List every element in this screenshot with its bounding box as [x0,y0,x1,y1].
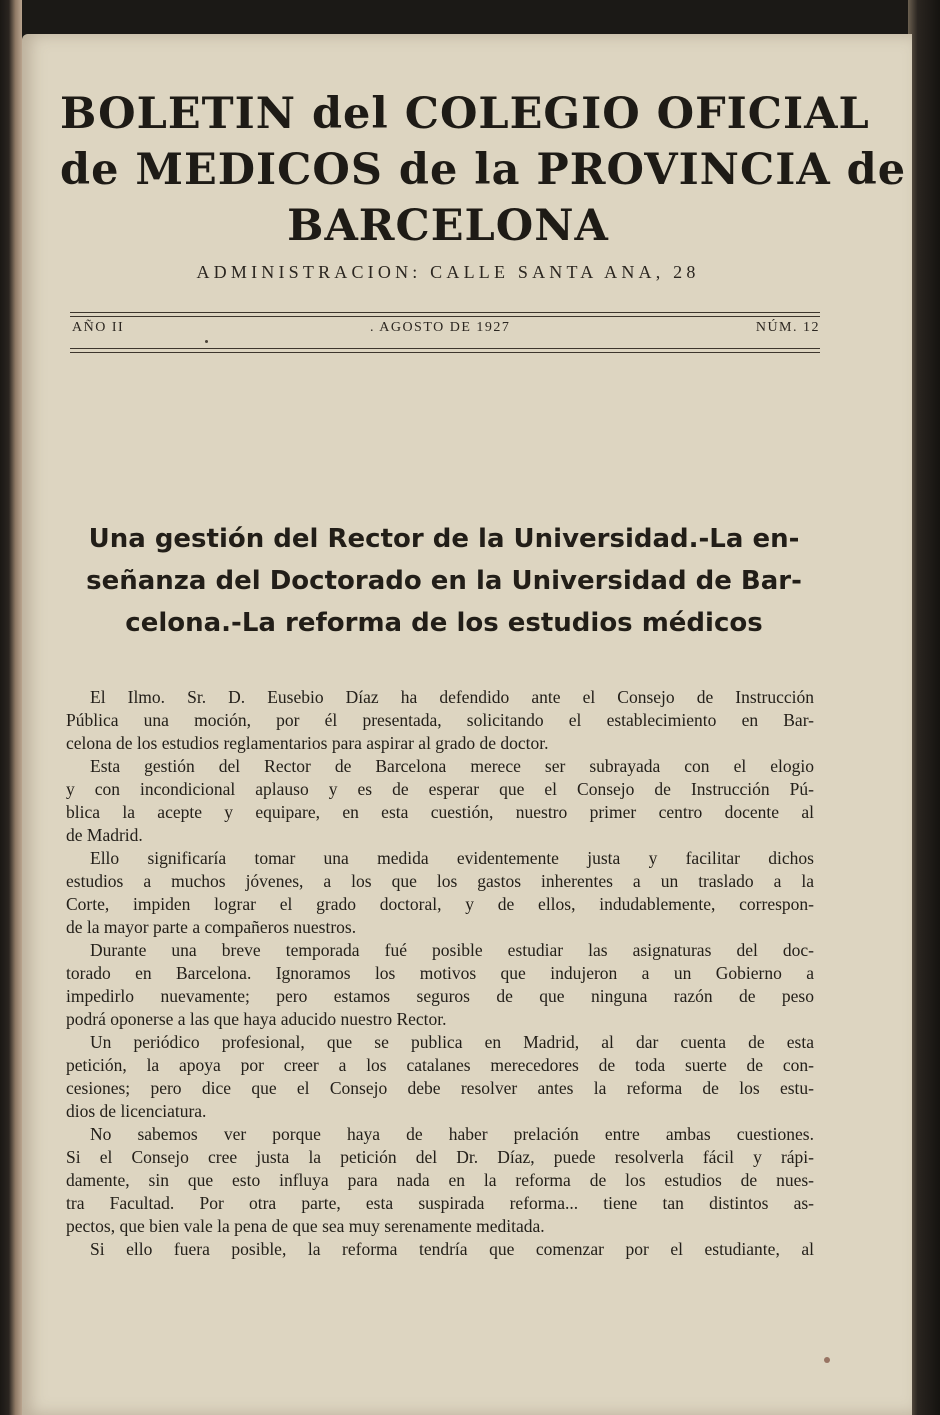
title-line: celona.-La reforma de los estudios médicos [125,608,763,638]
body-line: estudios a muchos jóvenes, a los que los gastos inherentes a un traslado a la [66,871,814,891]
body-line: damente, sin que esto influya para nada en la reforma de los estudios de nues- [66,1170,814,1190]
issue-year: AÑO II [72,320,125,335]
book-spine [0,0,22,1415]
header-rule-bottom [70,348,820,349]
body-line: podrá oponerse a las que haya aducido nuestro Rector. [66,1009,447,1029]
body-line: Si el Consejo cree justa la petición del Dr. Díaz, puede resolverla fácil y rápi- [66,1147,814,1167]
body-line: No sabemos ver porque haya de haber prelación entre ambas cuestiones. [90,1124,814,1144]
administration-address: ADMINISTRACION: CALLE SANTA ANA, 28 [196,262,700,282]
article-body [66,686,814,1261]
body-line: Pública una moción, por él presentada, solicitando el establecimiento en Bar- [66,710,814,730]
body-line: blica la acepte y equipare, en esta cuestión, nuestro primer centro docente al [66,802,814,822]
issue-date: . AGOSTO DE 1927 [370,320,511,335]
body-line: de Madrid. [66,825,143,845]
body-line: petición, la apoya por creer a los catalanes merecedores de toda suerte de con- [66,1055,814,1075]
page-edge-shadow [908,0,940,1415]
masthead-line-2: de MEDICOS de la PROVINCIA de [60,145,907,195]
ink-smudge [824,1357,830,1363]
header-rule-bottom-2 [70,352,820,353]
body-line: dios de licenciatura. [66,1101,207,1121]
body-line: y con incondicional aplauso y es de esperar que el Consejo de Instrucción Pú- [66,779,814,799]
body-line: torado en Barcelona. Ignoramos los motivos que indujeron a un Gobierno a [66,963,814,983]
body-line: cesiones; pero dice que el Consejo debe resolver antes la reforma de los estu- [66,1078,814,1098]
header-rule-top [70,312,820,313]
body-line: celona de los estudios reglamentarios para aspirar al grado de doctor. [66,733,549,753]
article-title [64,518,824,644]
body-line: Esta gestión del Rector de Barcelona merece ser subrayada con el elogio [90,756,814,776]
body-line: impedirlo nuevamente; pero estamos seguros de que ninguna razón de peso [66,986,814,1006]
body-line: Durante una breve temporada fué posible estudiar las asignaturas del doc- [90,940,814,960]
body-line: pectos, que bien vale la pena de que sea muy serenamente meditada. [66,1216,545,1236]
body-line: Ello significaría tomar una medida evidentemente justa y facilitar dichos [90,848,814,868]
header-rule-top-2 [70,316,820,317]
issue-info [70,320,820,344]
title-line: señanza del Doctorado en la Universidad de Bar- [86,566,802,596]
title-line: Una gestión del Rector de la Universidad.-La en- [88,524,800,554]
masthead-line-1: BOLETIN del COLEGIO OFICIAL [60,89,870,139]
ink-speck [205,340,208,343]
masthead-line-3: BARCELONA [287,201,609,251]
masthead [60,86,907,254]
body-line: El Ilmo. Sr. D. Eusebio Díaz ha defendido ante el Consejo de Instrucción [90,687,814,707]
body-line: Un periódico profesional, que se publica en Madrid, al dar cuenta de esta [90,1032,814,1052]
body-line: tra Facultad. Por otra parte, esta suspirada reforma... tiene tan distintos as- [66,1193,814,1213]
body-line: Si ello fuera posible, la reforma tendría que comenzar por el estudiante, al [90,1239,814,1259]
body-line: Corte, impiden lograr el grado doctoral, y de ellos, indudablemente, correspon- [66,894,814,914]
body-line: de la mayor parte a compañeros nuestros. [66,917,357,937]
issue-number: NÚM. 12 [755,320,820,335]
